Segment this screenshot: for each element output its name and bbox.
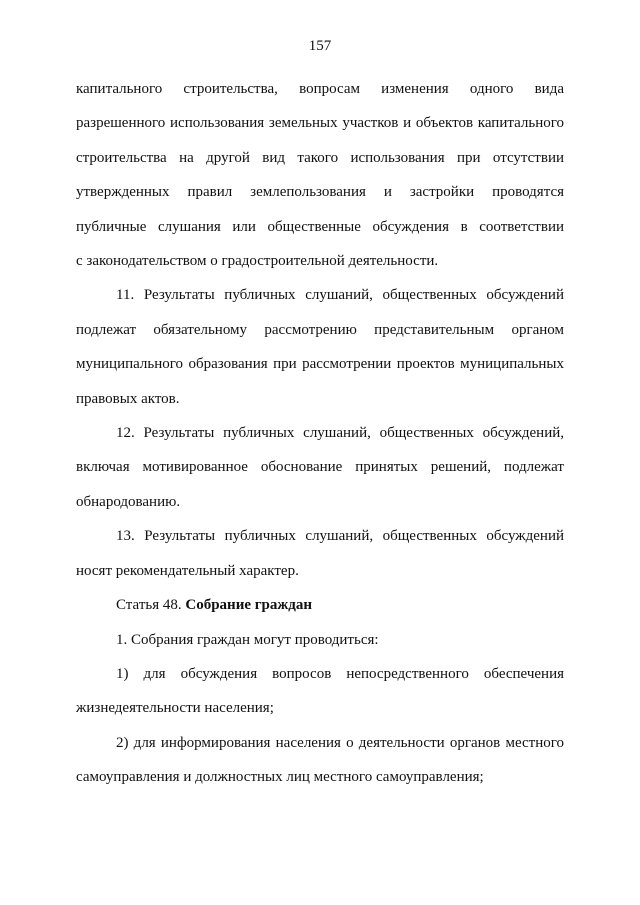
text-line: строительства на другой вид такого использования при отсутствии [76, 149, 564, 166]
paragraph-11 [76, 278, 564, 416]
text-line: жизнедеятельности населения; [76, 700, 274, 717]
text-line: 11. Результаты публичных слушаний, общественных обсуждений [116, 287, 564, 304]
text-line: с законодательством о градостроительной деятельности. [76, 253, 439, 270]
article-heading-line [76, 588, 564, 622]
paragraph-48-1 [76, 623, 564, 657]
text-line: носят рекомендательный характер. [76, 562, 299, 579]
text-line: подлежат обязательному рассмотрению представительным органом [76, 321, 564, 338]
text-line: 2) для информирования населения о деятельности органов местного [116, 734, 564, 751]
text-line: утвержденных правил землепользования и застройки проводятся [76, 184, 564, 201]
paragraph-48-1-2 [76, 726, 564, 795]
text-line: 13. Результаты публичных слушаний, общественных обсуждений [116, 528, 564, 545]
text-line: обнародованию. [76, 493, 181, 510]
article-heading [76, 588, 564, 622]
text-line: 12. Результаты публичных слушаний, общественных обсуждений, [116, 425, 564, 442]
paragraph-12 [76, 416, 564, 519]
text-line: капитального строительства, вопросам изменения одного вида [76, 81, 564, 97]
paragraph-13 [76, 519, 564, 588]
text-line: публичные слушания или общественные обсуждения в соответствии [76, 218, 564, 235]
text-line: включая мотивированное обоснование принятых решений, подлежат [76, 459, 564, 476]
article-title: Собрание граждан [185, 597, 313, 614]
text-line: правовых актов. [76, 390, 180, 407]
article-prefix: Статья 48. [116, 597, 182, 614]
page-number: 157 [308, 38, 332, 54]
text-line: 1. Собрания граждан могут проводиться: [116, 631, 379, 648]
paragraph-48-1-1 [76, 657, 564, 726]
text-line: самоуправления и должностных лиц местного самоуправления; [76, 769, 484, 786]
document-body [76, 72, 564, 795]
text-line: 1) для обсуждения вопросов непосредственного обеспечения [116, 665, 564, 682]
text-line: муниципального образования при рассмотрении проектов муниципальных [76, 356, 564, 373]
text-line: разрешенного использования земельных участков и объектов капитального [76, 115, 564, 132]
paragraph-continuation [76, 72, 564, 278]
